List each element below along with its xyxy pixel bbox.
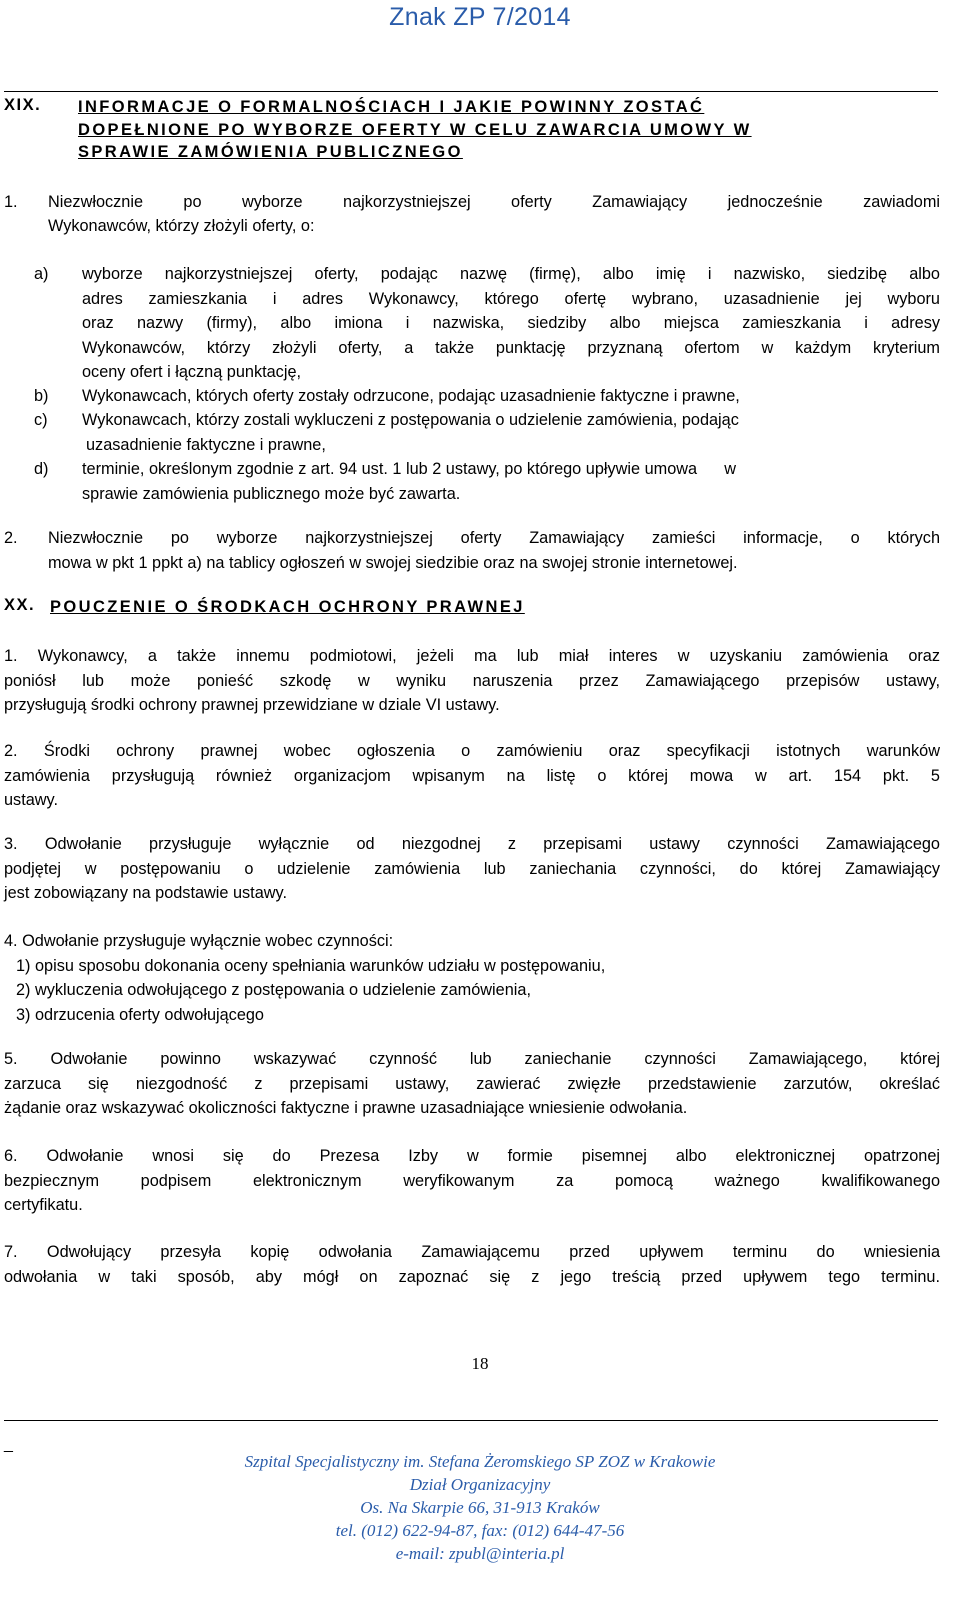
header-rule: [4, 91, 938, 92]
section-xx-title: POUCZENIE O ŚRODKACH OCHRONY PRAWNEJ: [50, 598, 525, 616]
text-line: sprawie zamówienia publicznego może być zawarta.: [82, 484, 461, 503]
section-xx-number: XX.: [4, 596, 36, 614]
text-line: poniósł lub może ponieść szkodę w wyniku naruszenia przez Zamawiającego przepisów ustawy,: [4, 671, 940, 690]
list-item: 2) wykluczenia odwołującego z postępowania o udzielenie zamówienia,: [16, 981, 531, 999]
section-xx-paragraph-5: [4, 1047, 940, 1121]
text-line: Niezwłocznie po wyborze najkorzystniejszej oferty Zamawiający jednocześnie zawiadomi: [48, 193, 940, 211]
section-xx-paragraph-3: [4, 832, 940, 906]
text-line: wyborze najkorzystniejszej oferty, podając nazwę (firmę), albo imię i nazwisko, siedzibę albo: [82, 265, 940, 283]
text-line: 5. Odwołanie powinno wskazywać czynność lub zaniechanie czynności Zamawiającego, której: [4, 1050, 940, 1068]
section-xix-title-line: DOPEŁNIONE PO WYBORZE OFERTY W CELU ZAWARCIA UMOWY W: [78, 120, 752, 139]
section-xx-paragraph-7: [4, 1240, 940, 1289]
text-line: jest zobowiązany na podstawie ustawy.: [4, 884, 287, 902]
text-line: Wykonawcach, którzy zostali wykluczeni z postępowania o udzielenie zamówienia, podając: [82, 411, 739, 429]
sub-item-c: [82, 408, 739, 457]
text-line: oceny ofert i łączną punktację,: [82, 363, 302, 381]
footer-line: Os. Na Skarpie 66, 31-913 Kraków: [360, 1498, 600, 1517]
section-xix-item-2: [48, 526, 940, 575]
section-xix-title-line: SPRAWIE ZAMÓWIENIA PUBLICZNEGO: [78, 143, 463, 161]
text-line: odwołania w taki sposób, aby mógł on zapoznać się z jego treścią przed upływem tego terminu.: [4, 1267, 940, 1286]
text-line: adres zamieszkania i adres Wykonawcy, którego ofertę wybrano, uzasadnienie jej wyboru: [82, 289, 940, 308]
text-line: bezpiecznym podpisem elektronicznym weryfikowanym za pomocą ważnego kwalifikowanego: [4, 1171, 940, 1190]
section-xx-paragraph-1: [4, 644, 940, 718]
text-line: zamówienia przysługują również organizacjom wpisanym na listę o której mowa w art. 154 pkt. 5: [4, 766, 940, 785]
text-line: Niezwłocznie po wyborze najkorzystniejszej oferty Zamawiający zamieści informacje, o których: [48, 529, 940, 547]
text-line: żądanie oraz wskazywać okoliczności faktyczne i prawne uzasadniające wniesienie odwołania.: [4, 1099, 688, 1117]
text-line: mowa w pkt 1 ppkt a) na tablicy ogłoszeń w swojej siedzibie oraz na swojej stronie internetowej.: [48, 553, 738, 572]
sub-label-d: d): [34, 460, 49, 478]
section-xx-paragraph-4: [4, 929, 605, 1027]
sub-item-a: [82, 262, 940, 385]
text-line: 1. Wykonawcy, a także innemu podmiotowi, jeżeli ma lub miał interes w uzyskaniu zamówienia oraz: [4, 647, 940, 665]
section-xix-number: XIX.: [4, 96, 42, 114]
sub-item-d: [82, 457, 736, 506]
item-number: 2.: [4, 529, 18, 547]
text-line: certyfikatu.: [4, 1196, 83, 1214]
footer-marker: _: [4, 1436, 13, 1453]
section-xix-item-1-cont: [48, 214, 940, 239]
item-number: 1.: [4, 193, 18, 211]
text-line: uzasadnienie faktyczne i prawne,: [86, 435, 326, 454]
sub-label-a: a): [34, 265, 49, 283]
text-line: ustawy.: [4, 791, 58, 809]
sub-item-b: Wykonawcach, których oferty zostały odrzucone, podając uzasadnienie faktyczne i prawne,: [82, 387, 740, 405]
section-xx-paragraph-6: [4, 1144, 940, 1218]
text-line: zarzuca się niezgodność z przepisami ustawy, zawierać zwięzłe przedstawienie zarzutów, określać: [4, 1074, 940, 1093]
text-line: 2. Środki ochrony prawnej wobec ogłoszenia o zamówieniu oraz specyfikacji istotnych warunków: [4, 742, 940, 760]
sub-label-b: b): [34, 387, 49, 405]
section-xix-title-line: INFORMACJE O FORMALNOŚCIACH I JAKIE POWINNY ZOSTAĆ: [78, 98, 705, 116]
text-line: 7. Odwołujący przesyła kopię odwołania Zamawiającemu przed upływem terminu do wniesienia: [4, 1243, 940, 1261]
page-number: 18: [471, 1354, 489, 1373]
text-line: terminie, określonym zgodnie z art. 94 ust. 1 lub 2 ustawy, po którego upływie umowa w: [82, 460, 736, 478]
section-xix-item-1: [48, 190, 940, 215]
footer-line: tel. (012) 622-94-87, fax: (012) 644-47-56: [335, 1521, 625, 1540]
text-line: Wykonawców, którzy złożyli oferty, a także punktację przyznaną ofertom w każdym kryterium: [82, 338, 940, 357]
list-item: 3) odrzucenia oferty odwołującego: [16, 1005, 264, 1024]
document-header-title: Znak ZP 7/2014: [389, 3, 571, 31]
text-line: Wykonawców, którzy złożyli oferty, o:: [48, 217, 315, 235]
section-xix-title: [78, 96, 752, 164]
text-line: 4. Odwołanie przysługuje wyłącznie wobec czynności:: [4, 932, 394, 950]
footer-address: [0, 1450, 960, 1565]
list-item: 1) opisu sposobu dokonania oceny spełniania warunków udziału w postępowaniu,: [16, 956, 606, 975]
text-line: oraz nazwy (firmy), albo imiona i nazwiska, siedziby albo miejsca zamieszkania i adresy: [82, 314, 940, 332]
footer-line: Dział Organizacyjny: [409, 1475, 551, 1494]
text-line: 3. Odwołanie przysługuje wyłącznie od niezgodnej z przepisami ustawy czynności Zamawiającego: [4, 835, 940, 853]
section-xx-paragraph-2: [4, 739, 940, 813]
footer-email[interactable]: e-mail: zpubl@interia.pl: [395, 1544, 565, 1563]
footer-rule: [4, 1420, 938, 1421]
text-line: podjętej w postępowaniu o udzielenie zamówienia lub zaniechania czynności, do której Zamawiający: [4, 859, 940, 878]
footer-line: Szpital Specjalistyczny im. Stefana Żeromskiego SP ZOZ w Krakowie: [244, 1452, 716, 1471]
text-line: przysługują środki ochrony prawnej przewidziane w dziale VI ustawy.: [4, 696, 500, 714]
text-line: 6. Odwołanie wnosi się do Prezesa Izby w formie pisemnej albo elektronicznej opatrzonej: [4, 1147, 940, 1165]
sub-label-c: c): [34, 411, 48, 429]
